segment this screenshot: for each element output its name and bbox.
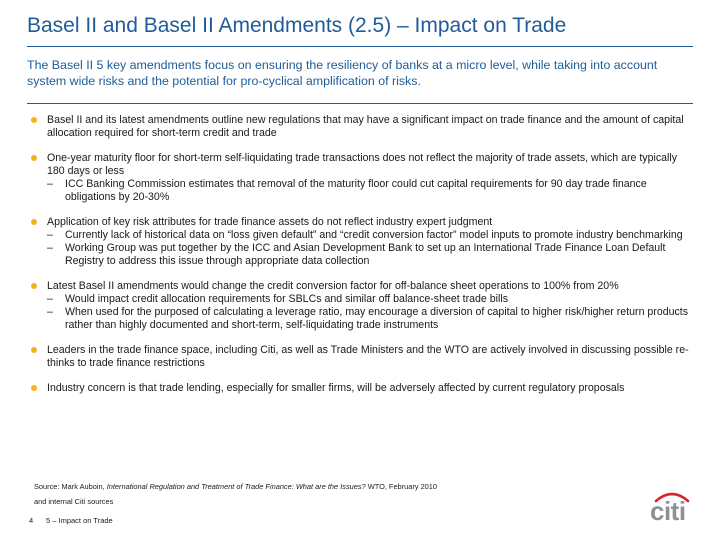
source-note [34, 479, 554, 509]
dash-icon: – [47, 229, 53, 241]
sub-bullet-text: ICC Banking Commission estimates that removal of the maturity floor could cut capital requirements for 90 day trade finance obligations by 20-30% [65, 178, 647, 203]
sub-bullet-list [47, 293, 693, 332]
bullet-item [29, 152, 693, 204]
sub-bullet-text: Would impact credit allocation requirements for SBLCs and similar off balance-sheet trade bills [65, 293, 508, 305]
bullet-item [29, 382, 693, 395]
bullet-list [29, 114, 693, 407]
sub-bullet-text: Working Group was put together by the ICC and Asian Development Bank to set up an International Trade Finance Loan Default Registry to address this issue through appropriate data collection [65, 242, 666, 267]
bullet-dot-icon [31, 283, 37, 289]
dash-icon: – [47, 293, 53, 305]
sub-bullet-text: When used for the purposed of calculating a leverage ratio, may encourage a diversion of capital to higher risk/higher return products rather than highly documented and short-term, self-liquidating trade instruments [65, 306, 689, 331]
source-line-2: and internal Citi sources [34, 497, 114, 506]
bullet-item [29, 216, 693, 268]
sub-bullet-item [47, 178, 693, 204]
bullet-text: One-year maturity floor for short-term self-liquidating trade transactions does not reflect the majority of trade assets, which are typically 180 days or less [47, 152, 678, 177]
dash-icon: – [47, 178, 53, 190]
page-title: Basel II and Basel II Amendments (2.5) – Impact on Trade [27, 14, 567, 37]
bullet-dot-icon [31, 155, 37, 161]
bullet-dot-icon [31, 117, 37, 123]
intro-text: The Basel II 5 key amendments focus on ensuring the resiliency of banks at a micro level, while taking into account system wide risks and the potential for pro-cyclical amplification of risks. [27, 58, 658, 88]
sub-bullet-item [47, 242, 693, 268]
bullet-text: Leaders in the trade finance space, including Citi, as well as Trade Ministers and the WTO are actively involved in discussing possible re-thinks to trade finance restrictions [47, 344, 689, 369]
sub-bullet-list [47, 178, 693, 204]
dash-icon: – [47, 242, 53, 254]
bullet-dot-icon [31, 347, 37, 353]
footer-section-label: 5 – Impact on Trade [46, 516, 113, 525]
source-prefix: Source: Mark Auboin, [34, 482, 107, 491]
intro-divider [27, 103, 693, 104]
bullet-text: Latest Basel II amendments would change the credit conversion factor for off-balance sheet operations to 100% from 20% [47, 280, 619, 292]
bullet-text: Basel II and its latest amendments outline new regulations that may have a significant impact on trade finance and the amount of capital allocation required for short-term credit and trade [47, 114, 684, 139]
bullet-item [29, 344, 693, 370]
citi-logo [648, 489, 696, 529]
citi-logo-text: citi [650, 496, 686, 526]
source-work-title: International Regulation and Treatment of Trade Finance: What are the Issues? [106, 482, 366, 491]
bullet-item [29, 114, 693, 140]
bullet-text: Application of key risk attributes for trade finance assets do not reflect industry expert judgment [47, 216, 493, 228]
bullet-item [29, 280, 693, 332]
page-number: 4 [29, 516, 34, 525]
sub-bullet-list [47, 229, 693, 268]
source-suffix: WTO, February 2010 [365, 482, 438, 491]
bullet-text: Industry concern is that trade lending, especially for smaller firms, will be adversely affected by current regulatory proposals [47, 382, 625, 394]
sub-bullet-item [47, 293, 693, 306]
sub-bullet-item [47, 306, 693, 332]
sub-bullet-item [47, 229, 693, 242]
bullet-dot-icon [31, 219, 37, 225]
bullet-dot-icon [31, 385, 37, 391]
sub-bullet-text: Currently lack of historical data on “loss given default” and “credit conversion factor” model inputs to promote industry benchmarking [65, 229, 683, 241]
dash-icon: – [47, 306, 53, 318]
title-divider [27, 46, 693, 47]
